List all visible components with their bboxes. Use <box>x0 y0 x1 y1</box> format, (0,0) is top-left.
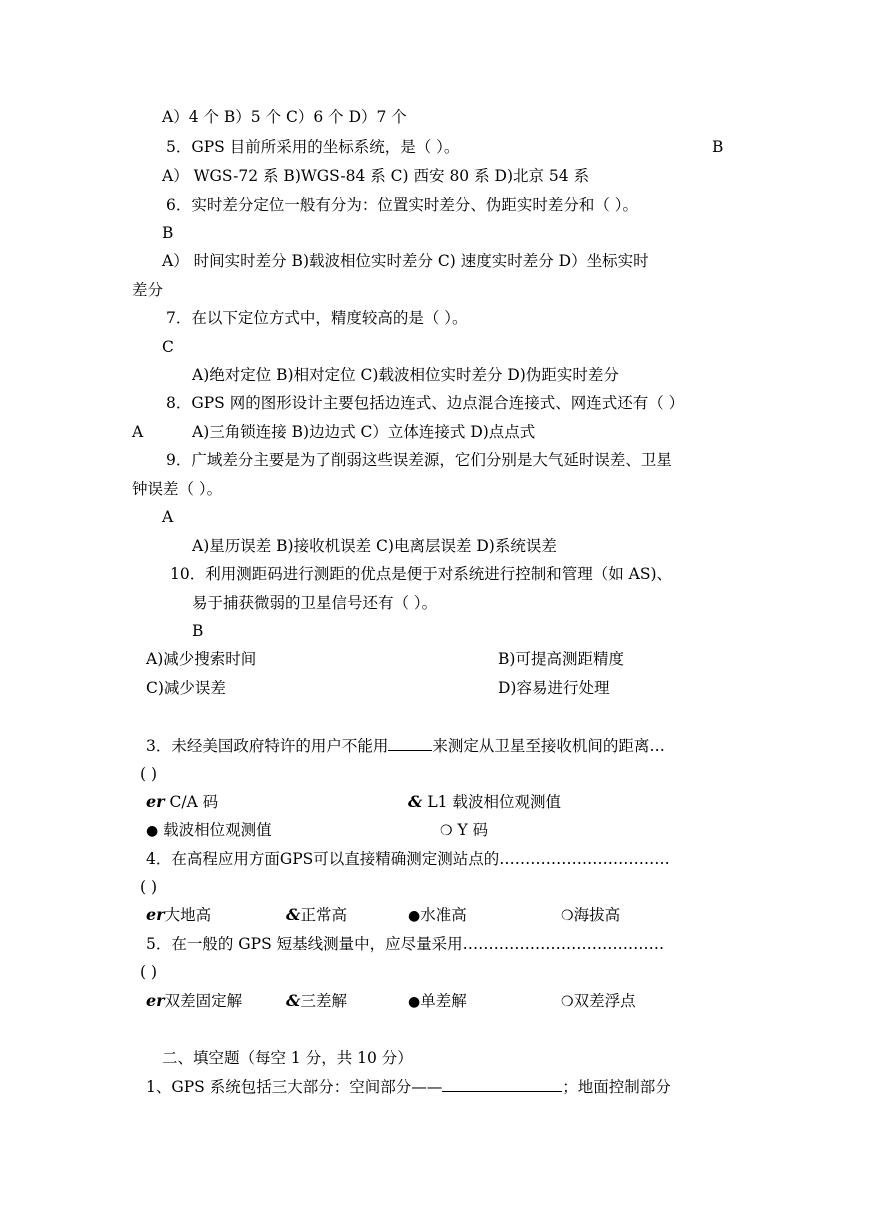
q5-options: A） WGS-72 系 B)WGS-84 系 C) 西安 80 系 D)北京 54 系 <box>162 167 590 185</box>
q10-option-c: C)减少误差 <box>146 679 226 697</box>
option-d-circle-icon: ❍ <box>440 823 453 839</box>
mc5-paren: ( ) <box>140 963 158 981</box>
mc4-paren: ( ) <box>140 878 158 896</box>
q7-options: A)绝对定位 B)相对定位 C)载波相位实时差分 D)伪距实时差分 <box>192 366 619 384</box>
q10-stem-cont: 易于捕获微弱的卫星信号还有（ ）。 <box>192 594 438 612</box>
q9-stem-cont: 钟误差（ ）。 <box>132 480 223 498</box>
q5-answer: B <box>712 138 724 156</box>
q6-options: A） 时间实时差分 B)载波相位实时差分 C) 速度实时差分 D）坐标实时 <box>162 252 649 270</box>
option-a-symbol-icon: er <box>146 792 165 811</box>
mc4-stem: 4．在高程应用方面GPS可以直接精确测定测站点的…………………………… <box>146 850 670 868</box>
mc5-stem: 5．在一般的 GPS 短基线测量中，应尽量采用………………………………… <box>146 935 665 953</box>
q9-answer: A <box>162 508 174 526</box>
q8-stem: 8．GPS 网的图形设计主要包括边连式、边点混合连接式、网连式还有（ ） <box>166 394 685 412</box>
mc5-option-c: ●单差解 <box>408 992 467 1010</box>
mc3-option-a: er C/A 码 <box>146 792 219 811</box>
mc3-option-c: ● 载波相位观测值 <box>146 821 272 839</box>
mc4-option-c: ●水准高 <box>408 906 467 924</box>
q10-option-b: B)可提高测距精度 <box>498 650 624 668</box>
q7-stem: 7．在以下定位方式中，精度较高的是（ ）。 <box>166 309 468 327</box>
mc5-option-d: ❍双差浮点 <box>561 992 636 1010</box>
q5-stem: 5．GPS 目前所采用的坐标系统，是（ ）。 <box>166 138 460 156</box>
option-d-circle-icon: ❍ <box>561 994 574 1010</box>
mc3-option-b: & L1 载波相位观测值 <box>408 792 561 811</box>
mc5-option-b: &三差解 <box>286 991 347 1010</box>
q7-answer: C <box>162 338 174 356</box>
mc4-option-b: &正常高 <box>286 905 347 924</box>
q4-options: A）4 个 B）5 个 C）6 个 D）7 个 <box>162 108 407 126</box>
mc3-paren: ( ) <box>140 765 158 783</box>
q9-options: A)星历误差 B)接收机误差 C)电离层误差 D)系统误差 <box>192 537 557 555</box>
q9-stem: 9．广域差分主要是为了削弱这些误差源，它们分别是大气延时误差、卫星 <box>166 451 672 469</box>
option-d-circle-icon: ❍ <box>561 908 574 924</box>
mc4-option-a: er大地高 <box>146 905 212 924</box>
option-b-symbol-icon: & <box>408 792 423 811</box>
q8-options: A)三角锁连接 B)边边式 C）立体连接式 D)点点式 <box>192 423 536 441</box>
q10-option-d: D)容易进行处理 <box>498 679 610 697</box>
fill-q1: 1、GPS 系统包括三大部分：空间部分—— ；地面控制部分 <box>146 1078 671 1096</box>
q10-option-a: A)减少搜索时间 <box>146 650 257 668</box>
mc5-option-a: er双差固定解 <box>146 991 243 1010</box>
q10-stem: 10．利用测距码进行测距的优点是便于对系统进行控制和管理（如 AS)、 <box>170 565 673 583</box>
mc4-option-d: ❍海拔高 <box>561 906 621 924</box>
option-a-symbol-icon: er <box>146 905 165 924</box>
q6-options-cont: 差分 <box>132 281 164 299</box>
mc3-stem: 3．未经美国政府特许的用户不能用 来测定从卫星至接收机间的距离… <box>146 737 665 755</box>
q8-answer: A <box>132 423 144 441</box>
option-b-symbol-icon: & <box>286 991 301 1010</box>
option-b-symbol-icon: & <box>286 905 301 924</box>
q6-stem: 6．实时差分定位一般有分为：位置实时差分、伪距实时差分和（ ）。 <box>166 196 639 214</box>
mc3-option-d: ❍ Y 码 <box>440 821 489 839</box>
q10-answer: B <box>192 622 204 640</box>
q6-answer: B <box>162 224 174 242</box>
section-heading: 二、填空题（每空 1 分，共 10 分） <box>162 1049 413 1067</box>
option-c-bullet-icon: ● <box>146 823 159 839</box>
fill-blank <box>388 736 432 751</box>
option-c-bullet-icon: ● <box>408 994 421 1010</box>
option-a-symbol-icon: er <box>146 991 165 1010</box>
option-c-bullet-icon: ● <box>408 908 421 924</box>
fill-blank <box>442 1077 562 1092</box>
